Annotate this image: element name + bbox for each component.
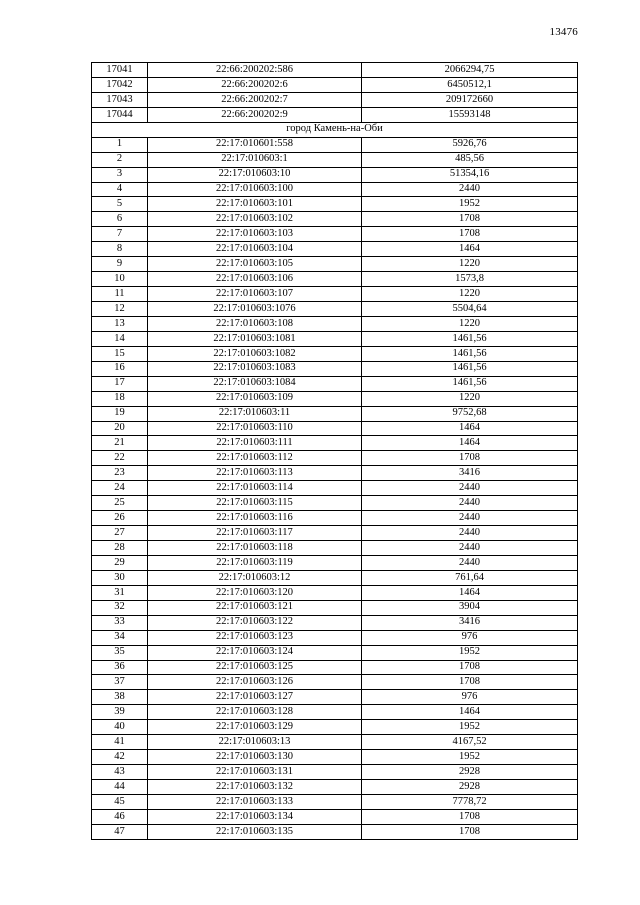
row-number-cell: 45 bbox=[92, 794, 148, 809]
cadastral-number-cell: 22:17:010603:135 bbox=[148, 824, 362, 839]
row-number-cell: 21 bbox=[92, 436, 148, 451]
cadastral-value-cell: 2928 bbox=[362, 765, 578, 780]
cadastral-value-cell: 1952 bbox=[362, 750, 578, 765]
row-number-cell: 15 bbox=[92, 346, 148, 361]
table-row bbox=[92, 809, 578, 824]
cadastral-value-cell: 51354,16 bbox=[362, 167, 578, 182]
row-number-cell: 5 bbox=[92, 197, 148, 212]
cadastral-value-cell: 2440 bbox=[362, 541, 578, 556]
page-number: 13476 bbox=[549, 26, 578, 38]
cadastral-value-cell: 2440 bbox=[362, 496, 578, 511]
cadastral-number-cell: 22:17:010603:104 bbox=[148, 242, 362, 257]
cadastral-value-cell: 761,64 bbox=[362, 570, 578, 585]
row-number-cell: 44 bbox=[92, 780, 148, 795]
section-row bbox=[92, 122, 578, 137]
table-row bbox=[92, 406, 578, 421]
cadastral-number-cell: 22:17:010603:122 bbox=[148, 615, 362, 630]
cadastral-number-cell: 22:17:010603:109 bbox=[148, 391, 362, 406]
table-row bbox=[92, 272, 578, 287]
table-row bbox=[92, 421, 578, 436]
table-row bbox=[92, 346, 578, 361]
row-number-cell: 17041 bbox=[92, 63, 148, 78]
cadastral-value-cell: 1708 bbox=[362, 809, 578, 824]
cadastral-number-cell: 22:17:010603:116 bbox=[148, 511, 362, 526]
table-row bbox=[92, 152, 578, 167]
cadastral-value-cell: 1464 bbox=[362, 242, 578, 257]
cadastral-number-cell: 22:17:010603:1083 bbox=[148, 361, 362, 376]
table-row bbox=[92, 541, 578, 556]
cadastral-value-cell: 1708 bbox=[362, 675, 578, 690]
cadastral-number-cell: 22:17:010603:1084 bbox=[148, 376, 362, 391]
cadastral-number-cell: 22:17:010603:11 bbox=[148, 406, 362, 421]
table-row bbox=[92, 555, 578, 570]
cadastral-value-cell: 1461,56 bbox=[362, 376, 578, 391]
row-number-cell: 25 bbox=[92, 496, 148, 511]
table-row bbox=[92, 92, 578, 107]
row-number-cell: 17044 bbox=[92, 107, 148, 122]
cadastral-number-cell: 22:17:010603:12 bbox=[148, 570, 362, 585]
table-row bbox=[92, 585, 578, 600]
cadastral-number-cell: 22:17:010603:13 bbox=[148, 735, 362, 750]
cadastral-number-cell: 22:17:010603:101 bbox=[148, 197, 362, 212]
cadastral-number-cell: 22:17:010603:10 bbox=[148, 167, 362, 182]
cadastral-value-table bbox=[91, 62, 578, 840]
row-number-cell: 19 bbox=[92, 406, 148, 421]
row-number-cell: 28 bbox=[92, 541, 148, 556]
row-number-cell: 29 bbox=[92, 555, 148, 570]
cadastral-value-cell: 1708 bbox=[362, 824, 578, 839]
row-number-cell: 37 bbox=[92, 675, 148, 690]
cadastral-number-cell: 22:17:010603:118 bbox=[148, 541, 362, 556]
row-number-cell: 17 bbox=[92, 376, 148, 391]
cadastral-number-cell: 22:17:010603:126 bbox=[148, 675, 362, 690]
row-number-cell: 14 bbox=[92, 331, 148, 346]
cadastral-value-cell: 1708 bbox=[362, 660, 578, 675]
cadastral-value-cell: 1708 bbox=[362, 451, 578, 466]
row-number-cell: 46 bbox=[92, 809, 148, 824]
row-number-cell: 4 bbox=[92, 182, 148, 197]
table-row bbox=[92, 600, 578, 615]
cadastral-number-cell: 22:66:200202:6 bbox=[148, 77, 362, 92]
table-row bbox=[92, 107, 578, 122]
cadastral-value-cell: 3416 bbox=[362, 615, 578, 630]
cadastral-number-cell: 22:17:010603:129 bbox=[148, 720, 362, 735]
cadastral-value-cell: 1952 bbox=[362, 720, 578, 735]
cadastral-number-cell: 22:17:010603:128 bbox=[148, 705, 362, 720]
table-row bbox=[92, 466, 578, 481]
cadastral-value-cell: 3416 bbox=[362, 466, 578, 481]
row-number-cell: 38 bbox=[92, 690, 148, 705]
row-number-cell: 8 bbox=[92, 242, 148, 257]
cadastral-number-cell: 22:66:200202:7 bbox=[148, 92, 362, 107]
cadastral-number-cell: 22:17:010603:134 bbox=[148, 809, 362, 824]
table-row bbox=[92, 376, 578, 391]
cadastral-value-cell: 1461,56 bbox=[362, 361, 578, 376]
row-number-cell: 2 bbox=[92, 152, 148, 167]
cadastral-number-cell: 22:17:010603:127 bbox=[148, 690, 362, 705]
row-number-cell: 36 bbox=[92, 660, 148, 675]
cadastral-number-cell: 22:17:010603:111 bbox=[148, 436, 362, 451]
row-number-cell: 41 bbox=[92, 735, 148, 750]
table-row bbox=[92, 720, 578, 735]
cadastral-value-cell: 1464 bbox=[362, 436, 578, 451]
row-number-cell: 20 bbox=[92, 421, 148, 436]
cadastral-number-cell: 22:17:010603:115 bbox=[148, 496, 362, 511]
table-row bbox=[92, 735, 578, 750]
row-number-cell: 26 bbox=[92, 511, 148, 526]
table-row bbox=[92, 675, 578, 690]
cadastral-value-cell: 1220 bbox=[362, 287, 578, 302]
cadastral-number-cell: 22:17:010603:120 bbox=[148, 585, 362, 600]
table-row bbox=[92, 242, 578, 257]
row-number-cell: 47 bbox=[92, 824, 148, 839]
table-row bbox=[92, 63, 578, 78]
table-row bbox=[92, 690, 578, 705]
section-rows bbox=[92, 137, 578, 839]
cadastral-value-cell: 9752,68 bbox=[362, 406, 578, 421]
row-number-cell: 40 bbox=[92, 720, 148, 735]
cadastral-number-cell: 22:17:010603:1076 bbox=[148, 302, 362, 317]
row-number-cell: 31 bbox=[92, 585, 148, 600]
row-number-cell: 27 bbox=[92, 526, 148, 541]
table-row bbox=[92, 212, 578, 227]
row-number-cell: 9 bbox=[92, 257, 148, 272]
cadastral-value-cell: 2440 bbox=[362, 526, 578, 541]
cadastral-number-cell: 22:17:010603:1081 bbox=[148, 331, 362, 346]
cadastral-number-cell: 22:17:010603:106 bbox=[148, 272, 362, 287]
row-number-cell: 42 bbox=[92, 750, 148, 765]
row-number-cell: 6 bbox=[92, 212, 148, 227]
cadastral-number-cell: 22:17:010603:1 bbox=[148, 152, 362, 167]
cadastral-value-cell: 1220 bbox=[362, 316, 578, 331]
cadastral-value-cell: 1220 bbox=[362, 257, 578, 272]
cadastral-value-cell: 2440 bbox=[362, 555, 578, 570]
cadastral-number-cell: 22:17:010603:117 bbox=[148, 526, 362, 541]
row-number-cell: 39 bbox=[92, 705, 148, 720]
row-number-cell: 13 bbox=[92, 316, 148, 331]
section-header bbox=[92, 122, 578, 137]
cadastral-value-cell: 5504,64 bbox=[362, 302, 578, 317]
table-row bbox=[92, 182, 578, 197]
cadastral-value-cell: 6450512,1 bbox=[362, 77, 578, 92]
cadastral-number-cell: 22:17:010603:131 bbox=[148, 765, 362, 780]
cadastral-number-cell: 22:17:010603:103 bbox=[148, 227, 362, 242]
cadastral-value-cell: 4167,52 bbox=[362, 735, 578, 750]
row-number-cell: 12 bbox=[92, 302, 148, 317]
row-number-cell: 17042 bbox=[92, 77, 148, 92]
table-row bbox=[92, 257, 578, 272]
cadastral-number-cell: 22:17:010603:121 bbox=[148, 600, 362, 615]
top-rows bbox=[92, 63, 578, 123]
cadastral-value-cell: 976 bbox=[362, 690, 578, 705]
table-row bbox=[92, 824, 578, 839]
table-row bbox=[92, 765, 578, 780]
table-row bbox=[92, 391, 578, 406]
table-row bbox=[92, 794, 578, 809]
cadastral-value-cell: 2440 bbox=[362, 481, 578, 496]
cadastral-number-cell: 22:17:010603:105 bbox=[148, 257, 362, 272]
cadastral-value-cell: 209172660 bbox=[362, 92, 578, 107]
cadastral-value-cell: 1573,8 bbox=[362, 272, 578, 287]
row-number-cell: 30 bbox=[92, 570, 148, 585]
cadastral-number-cell: 22:17:010603:132 bbox=[148, 780, 362, 795]
cadastral-number-cell: 22:17:010603:112 bbox=[148, 451, 362, 466]
cadastral-value-cell: 1464 bbox=[362, 421, 578, 436]
row-number-cell: 17043 bbox=[92, 92, 148, 107]
row-number-cell: 23 bbox=[92, 466, 148, 481]
row-number-cell: 1 bbox=[92, 137, 148, 152]
table-row bbox=[92, 287, 578, 302]
table-row bbox=[92, 780, 578, 795]
cadastral-number-cell: 22:17:010603:123 bbox=[148, 630, 362, 645]
cadastral-value-cell: 1952 bbox=[362, 645, 578, 660]
cadastral-value-cell: 1952 bbox=[362, 197, 578, 212]
table-row bbox=[92, 526, 578, 541]
table-row bbox=[92, 197, 578, 212]
table-row bbox=[92, 77, 578, 92]
row-number-cell: 34 bbox=[92, 630, 148, 645]
row-number-cell: 11 bbox=[92, 287, 148, 302]
cadastral-value-cell: 3904 bbox=[362, 600, 578, 615]
row-number-cell: 43 bbox=[92, 765, 148, 780]
cadastral-number-cell: 22:17:010603:113 bbox=[148, 466, 362, 481]
cadastral-number-cell: 22:17:010603:108 bbox=[148, 316, 362, 331]
row-number-cell: 22 bbox=[92, 451, 148, 466]
row-number-cell: 16 bbox=[92, 361, 148, 376]
table-row bbox=[92, 615, 578, 630]
cadastral-number-cell: 22:17:010603:110 bbox=[148, 421, 362, 436]
row-number-cell: 33 bbox=[92, 615, 148, 630]
table-row bbox=[92, 227, 578, 242]
cadastral-value-cell: 485,56 bbox=[362, 152, 578, 167]
cadastral-value-cell: 1708 bbox=[362, 212, 578, 227]
cadastral-value-cell: 1461,56 bbox=[362, 346, 578, 361]
row-number-cell: 3 bbox=[92, 167, 148, 182]
cadastral-value-cell: 1220 bbox=[362, 391, 578, 406]
cadastral-value-cell: 2066294,75 bbox=[362, 63, 578, 78]
cadastral-value-cell: 2928 bbox=[362, 780, 578, 795]
cadastral-value-cell: 7778,72 bbox=[362, 794, 578, 809]
cadastral-value-cell: 1461,56 bbox=[362, 331, 578, 346]
cadastral-number-cell: 22:17:010603:133 bbox=[148, 794, 362, 809]
table-row bbox=[92, 645, 578, 660]
section-title: город Камень-на-Оби bbox=[92, 122, 578, 137]
table-row bbox=[92, 750, 578, 765]
table-row bbox=[92, 331, 578, 346]
cadastral-number-cell: 22:17:010603:124 bbox=[148, 645, 362, 660]
cadastral-value-cell: 976 bbox=[362, 630, 578, 645]
cadastral-value-cell: 2440 bbox=[362, 511, 578, 526]
table-row bbox=[92, 436, 578, 451]
cadastral-value-cell: 15593148 bbox=[362, 107, 578, 122]
cadastral-number-cell: 22:66:200202:9 bbox=[148, 107, 362, 122]
table-row bbox=[92, 167, 578, 182]
row-number-cell: 7 bbox=[92, 227, 148, 242]
table-row bbox=[92, 496, 578, 511]
cadastral-number-cell: 22:17:010603:119 bbox=[148, 555, 362, 570]
cadastral-value-cell: 2440 bbox=[362, 182, 578, 197]
cadastral-number-cell: 22:17:010603:107 bbox=[148, 287, 362, 302]
cadastral-value-cell: 1464 bbox=[362, 585, 578, 600]
table-row bbox=[92, 137, 578, 152]
table-row bbox=[92, 481, 578, 496]
table-row bbox=[92, 630, 578, 645]
cadastral-number-cell: 22:17:010603:100 bbox=[148, 182, 362, 197]
table-row bbox=[92, 302, 578, 317]
table-row bbox=[92, 570, 578, 585]
cadastral-number-cell: 22:17:010603:125 bbox=[148, 660, 362, 675]
table-row bbox=[92, 660, 578, 675]
cadastral-number-cell: 22:17:010603:102 bbox=[148, 212, 362, 227]
cadastral-number-cell: 22:17:010603:114 bbox=[148, 481, 362, 496]
cadastral-number-cell: 22:17:010603:1082 bbox=[148, 346, 362, 361]
table-row bbox=[92, 361, 578, 376]
row-number-cell: 24 bbox=[92, 481, 148, 496]
table-row bbox=[92, 705, 578, 720]
table-row bbox=[92, 511, 578, 526]
row-number-cell: 18 bbox=[92, 391, 148, 406]
table-row bbox=[92, 316, 578, 331]
row-number-cell: 10 bbox=[92, 272, 148, 287]
row-number-cell: 35 bbox=[92, 645, 148, 660]
cadastral-number-cell: 22:66:200202:586 bbox=[148, 63, 362, 78]
cadastral-value-cell: 1464 bbox=[362, 705, 578, 720]
table-row bbox=[92, 451, 578, 466]
row-number-cell: 32 bbox=[92, 600, 148, 615]
cadastral-number-cell: 22:17:010601:558 bbox=[148, 137, 362, 152]
cadastral-value-cell: 5926,76 bbox=[362, 137, 578, 152]
cadastral-number-cell: 22:17:010603:130 bbox=[148, 750, 362, 765]
cadastral-value-cell: 1708 bbox=[362, 227, 578, 242]
